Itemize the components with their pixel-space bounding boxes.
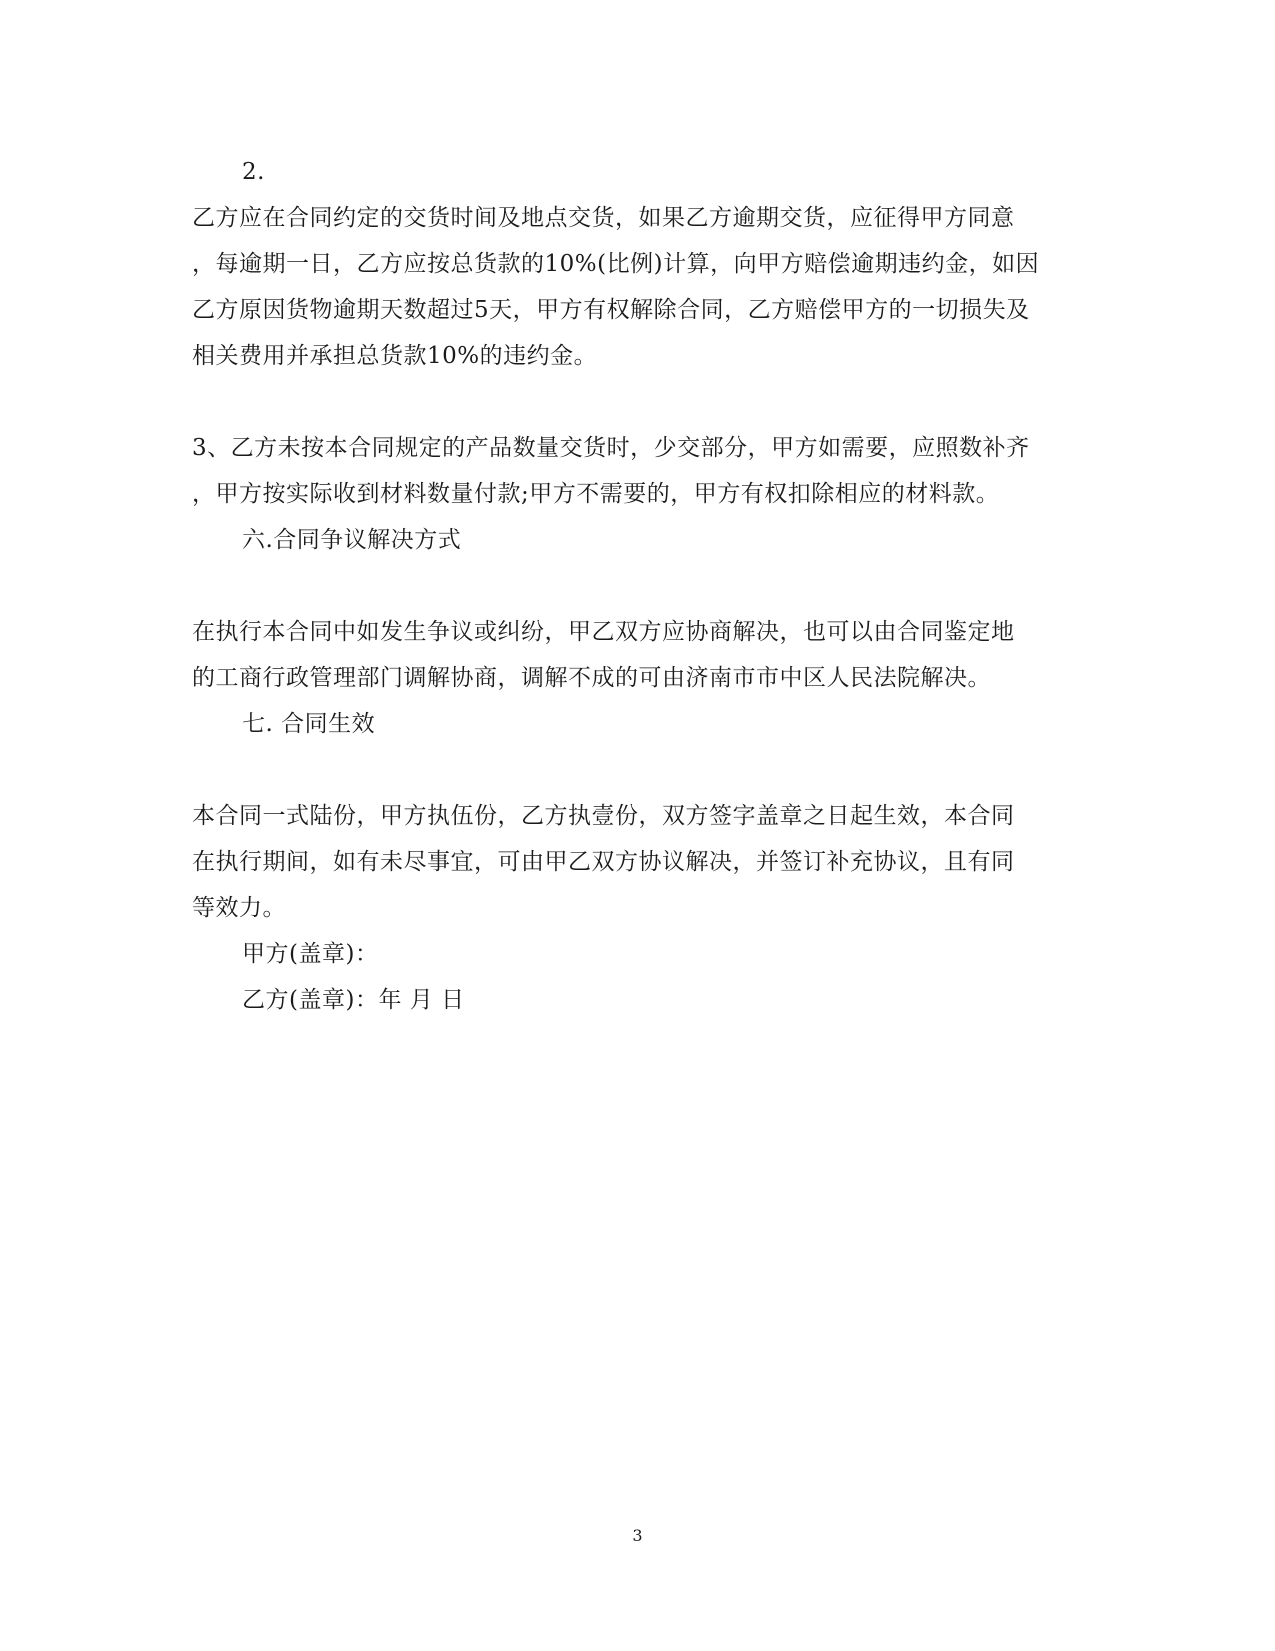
item-2-line-3: 乙方原因货物逾期天数超过5天，甲方有权解除合同，乙方赔偿甲方的一切损失及 — [192, 297, 1030, 323]
party-b-seal-label: 乙方(盖章)：年 月 日 — [242, 987, 465, 1013]
item-2-number: 2. — [242, 159, 265, 185]
section-7-line-1: 本合同一式陆份，甲方执伍份，乙方执壹份，双方签字盖章之日起生效，本合同 — [192, 803, 1015, 829]
section-6-line-1: 在执行本合同中如发生争议或纠纷，甲乙双方应协商解决，也可以由合同鉴定地 — [192, 619, 1015, 645]
party-a-seal-label: 甲方(盖章)： — [242, 941, 379, 967]
section-7-line-3: 等效力。 — [192, 895, 286, 921]
item-2-line-4: 相关费用并承担总货款10%的违约金。 — [192, 343, 598, 369]
item-3-line-1: 3、乙方未按本合同规定的产品数量交货时，少交部分，甲方如需要，应照数补齐 — [192, 435, 1030, 461]
item-2-line-1: 乙方应在合同约定的交货时间及地点交货，如果乙方逾期交货，应征得甲方同意 — [192, 205, 1015, 231]
section-7-line-2: 在执行期间，如有未尽事宜，可由甲乙双方协议解决，并签订补充协议，且有同 — [192, 849, 1015, 875]
section-6-line-2: 的工商行政管理部门调解协商，调解不成的可由济南市市中区人民法院解决。 — [192, 665, 991, 691]
item-2-line-2: ，每逾期一日，乙方应按总货款的10%(比例)计算，向甲方赔偿逾期违约金，如因 — [192, 251, 1040, 277]
item-3-line-2: ，甲方按实际收到材料数量付款;甲方不需要的，甲方有权扣除相应的材料款。 — [192, 481, 1000, 507]
section-6-heading: 六.合同争议解决方式 — [242, 527, 462, 553]
section-7-heading: 七. 合同生效 — [242, 711, 376, 737]
page-number: 3 — [632, 1526, 643, 1545]
